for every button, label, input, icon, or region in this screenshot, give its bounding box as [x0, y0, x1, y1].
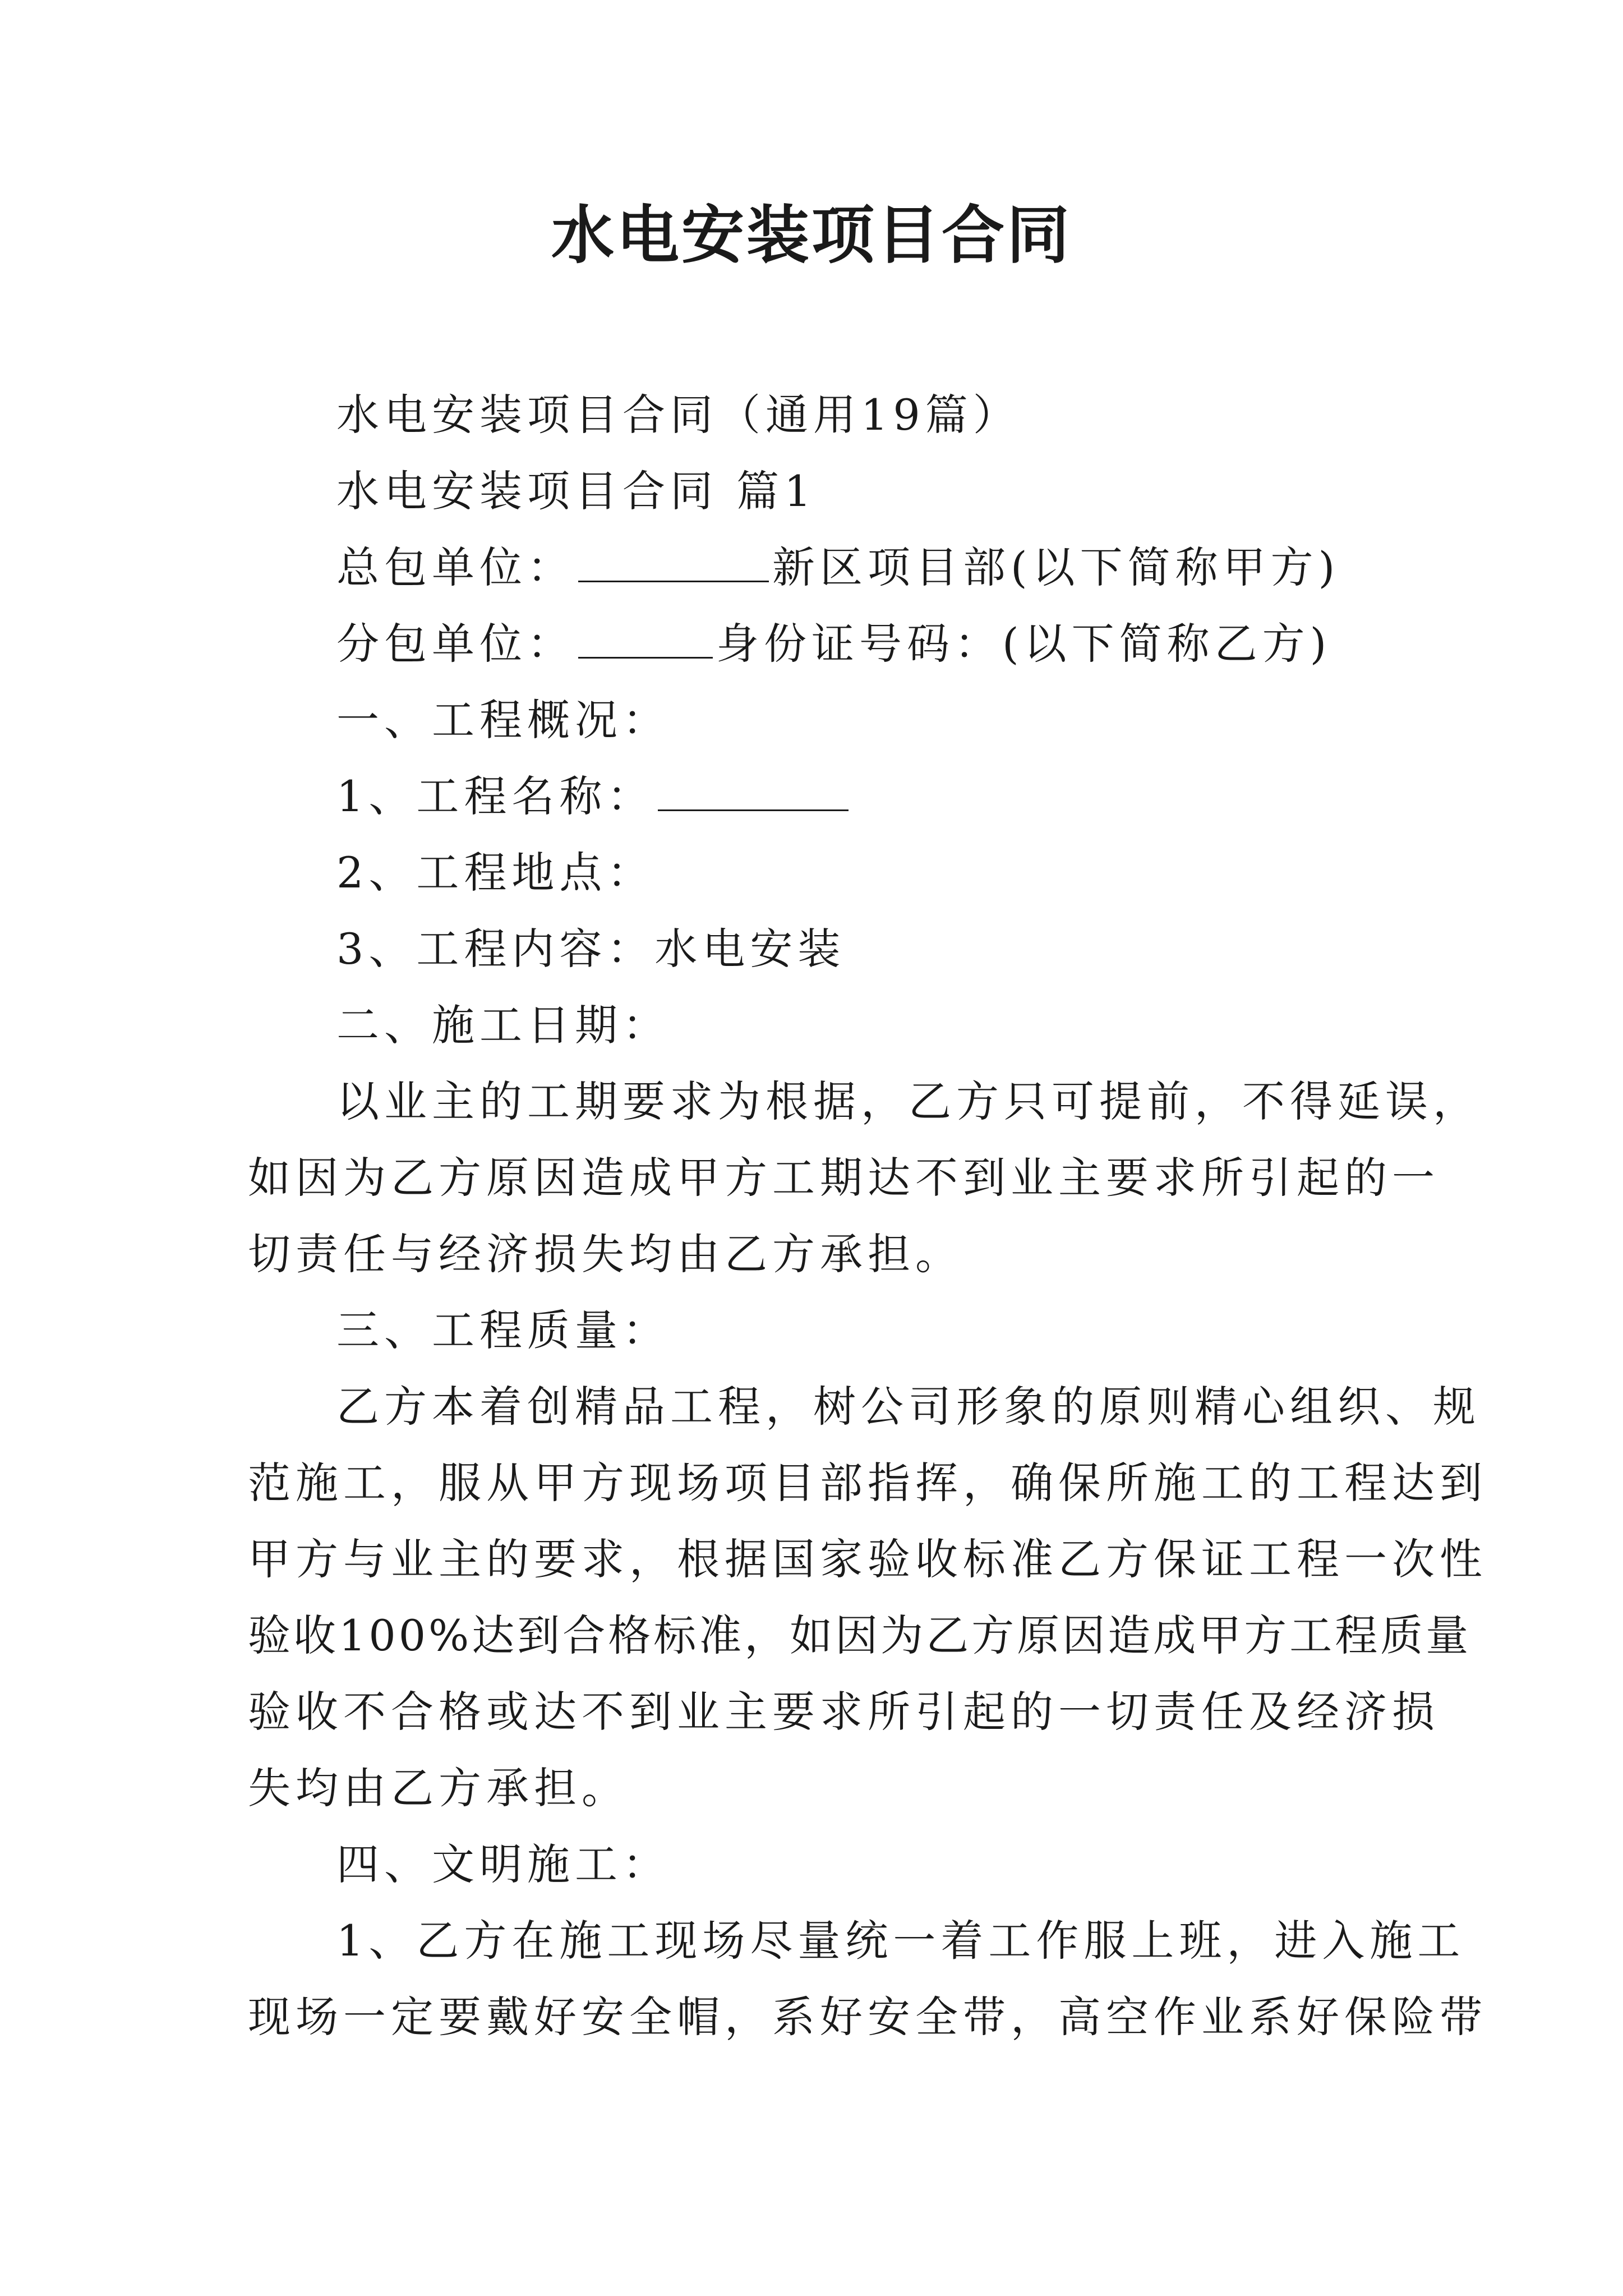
section-heading: 水电安装项目合同 篇1 [336, 466, 817, 516]
contractor-text: 新区项目部(以下简称甲方) [772, 542, 1340, 592]
s2-para-line: 如因为乙方原因造成甲方工期达不到业主要求所引起的一 [248, 1153, 1440, 1203]
s1-heading: 一、工程概况： [336, 695, 670, 745]
s1-item3: 3、工程内容：水电安装 [336, 924, 846, 974]
subcontractor-blank [578, 618, 713, 659]
project-name-blank [658, 770, 849, 811]
subcontractor-label: 分包单位： [336, 619, 575, 669]
s4-para-line: 现场一定要戴好安全帽，系好安全带，高空作业系好保险带 [248, 1992, 1487, 2042]
document-title: 水电安装项目合同 [551, 199, 1072, 272]
s3-para-line: 甲方与业主的要求，根据国家验收标准乙方保证工程一次性 [248, 1534, 1487, 1584]
contractor-blank [578, 541, 769, 582]
s3-para-line: 乙方本着创精品工程，树公司形象的原则精心组织、规 [336, 1382, 1481, 1432]
s3-para-line: 验收100%达到合格标准，如因为乙方原因造成甲方工程质量 [248, 1611, 1472, 1660]
s1-item1-label: 1、工程名称： [336, 771, 655, 821]
s2-para-line: 切责任与经济损失均由乙方承担。 [248, 1229, 963, 1279]
s2-heading: 二、施工日期： [336, 1000, 670, 1050]
s3-para-line: 失均由乙方承担。 [248, 1763, 629, 1813]
s4-para-line: 1、乙方在施工现场尽量统一着工作服上班，进入施工 [336, 1916, 1465, 1966]
s2-para-line: 以业主的工期要求为根据，乙方只可提前，不得延误， [336, 1076, 1481, 1126]
s1-item1-line [336, 769, 852, 825]
contractor-label: 总包单位： [336, 542, 575, 592]
subcontractor-line [336, 616, 1331, 672]
s4-heading: 四、文明施工： [336, 1839, 670, 1889]
subcontractor-text: 身份证号码：(以下简称乙方) [716, 619, 1332, 669]
s3-para-line: 范施工，服从甲方现场项目部指挥，确保所施工的工程达到 [248, 1458, 1487, 1508]
contractor-line [336, 540, 1340, 596]
s1-item2: 2、工程地点： [336, 848, 655, 898]
s3-heading: 三、工程质量： [336, 1305, 670, 1355]
document-subtitle: 水电安装项目合同（通用19篇） [336, 390, 1021, 440]
s3-para-line: 验收不合格或达不到业主要求所引起的一切责任及经济损 [248, 1687, 1440, 1737]
